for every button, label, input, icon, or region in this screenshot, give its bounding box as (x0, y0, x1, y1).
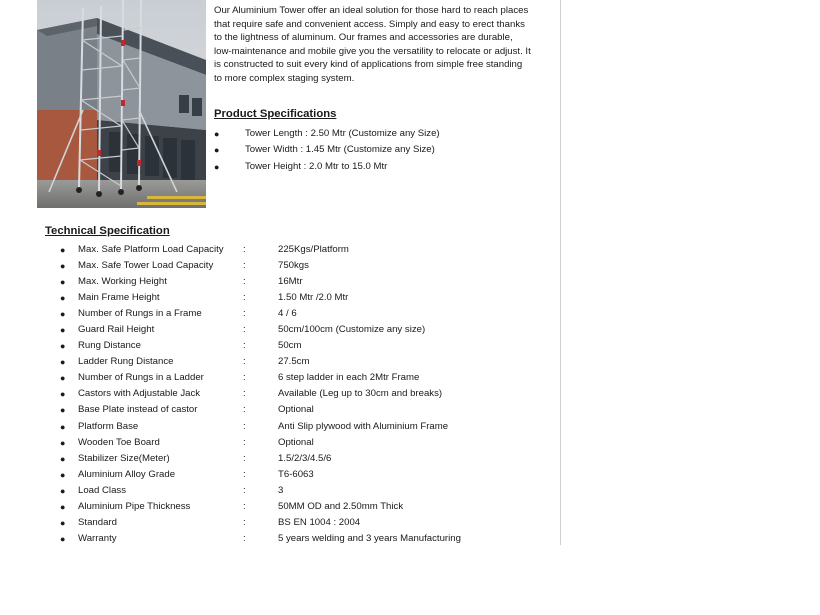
spec-label: Standard (78, 516, 117, 528)
spec-separator: : (243, 292, 246, 304)
spec-value: 750kgs (278, 260, 309, 272)
spec-separator: : (243, 468, 246, 480)
spec-value: 50cm (278, 340, 302, 352)
spec-separator: : (243, 324, 246, 336)
bullet-icon: ● (60, 533, 66, 544)
bullet-icon: ● (60, 389, 66, 400)
tower-photo (37, 0, 206, 208)
bullet-icon: ● (60, 437, 66, 448)
bullet-icon: ● (60, 453, 66, 464)
bullet-icon: ● (214, 129, 220, 139)
bullet-icon: ● (60, 245, 66, 255)
bullet-icon: ● (60, 501, 66, 512)
spec-label: Number of Rungs in a Frame (78, 308, 202, 320)
spec-separator: : (243, 244, 246, 255)
spec-label: Ladder Rung Distance (78, 356, 174, 368)
spec-label: Castors with Adjustable Jack (78, 388, 201, 400)
spec-label: Max. Safe Platform Load Capacity (78, 244, 224, 255)
bullet-icon: ● (60, 325, 66, 336)
spec-label: Aluminium Alloy Grade (78, 468, 176, 480)
product-specifications-list (214, 126, 440, 175)
spec-value: BS EN 1004 : 2004 (278, 516, 361, 528)
list-item (214, 142, 440, 158)
spec-separator: : (243, 452, 246, 464)
bullet-icon: ● (214, 161, 220, 172)
spec-value: 50cm/100cm (Customize any size) (278, 324, 426, 336)
intro-paragraph: Our Aluminium Tower offer an ideal solution for those hard to reach places that require safe and convenient access. Simply and easy to erect thanks to the lightness of aluminum. Our frames and accessories are durable, low-maintenance and mobile give you the versatility to relocate or adjust. It is constructed to suit every kind of applications from simple free standing to more complex staging system. (214, 5, 531, 84)
spec-separator: : (243, 420, 246, 432)
spec-value: Available (Leg up to 30cm and breaks) (278, 388, 443, 400)
list-item-text: Tower Length : 2.50 Mtr (Customize any Size) (245, 128, 440, 139)
spec-label: Platform Base (78, 420, 139, 432)
spec-separator: : (243, 388, 246, 400)
spec-value: Anti Slip plywood with Aluminium Frame (278, 420, 449, 432)
list-item-text: Tower Width : 1.45 Mtr (Customize any Size) (245, 144, 435, 156)
list-item (214, 126, 440, 142)
spec-value: Optional (278, 436, 314, 448)
spec-separator: : (243, 340, 246, 352)
spec-label: Aluminium Pipe Thickness (78, 500, 191, 512)
spec-label: Load Class (78, 484, 126, 496)
spec-value: 1.5/2/3/4.5/6 (278, 452, 332, 464)
bullet-icon: ● (60, 373, 66, 384)
bullet-icon: ● (60, 485, 66, 496)
bullet-icon: ● (214, 145, 220, 156)
bullet-icon: ● (60, 309, 66, 320)
spec-value: 3 (278, 484, 284, 496)
spec-value: 5 years welding and 3 years Manufacturing (278, 532, 461, 544)
spec-separator: : (243, 260, 246, 272)
spec-label: Guard Rail Height (78, 324, 155, 336)
spec-separator: : (243, 308, 246, 320)
spec-separator: : (243, 356, 246, 368)
spec-value: 27.5cm (278, 356, 310, 368)
spec-separator: : (243, 532, 246, 544)
list-item (214, 159, 440, 175)
bullet-icon: ● (60, 469, 66, 480)
spec-label: Base Plate instead of castor (78, 404, 198, 416)
spec-label: Number of Rungs in a Ladder (78, 372, 204, 384)
page-edge-divider (560, 0, 561, 545)
spec-label: Max. Working Height (78, 276, 167, 288)
spec-separator: : (243, 436, 246, 448)
product-specifications-heading: Product Specifications (214, 108, 337, 120)
spec-value: 6 step ladder in each 2Mtr Frame (278, 372, 420, 384)
spec-value: 4 / 6 (278, 308, 297, 320)
technical-specification-heading: Technical Specification (45, 225, 170, 237)
spec-label: Wooden Toe Board (78, 436, 160, 448)
spec-separator: : (243, 516, 246, 528)
bullet-icon: ● (60, 293, 66, 304)
spec-separator: : (243, 276, 246, 288)
spec-value: 225Kgs/Platform (278, 244, 349, 255)
bullet-icon: ● (60, 341, 66, 352)
bullet-icon: ● (60, 405, 66, 416)
spec-label: Stabilizer Size(Meter) (78, 452, 170, 464)
spec-label: Max. Safe Tower Load Capacity (78, 260, 214, 272)
spec-separator: : (243, 484, 246, 496)
spec-separator: : (243, 404, 246, 416)
spec-separator: : (243, 372, 246, 384)
bullet-icon: ● (60, 357, 66, 368)
spec-value: 50MM OD and 2.50mm Thick (278, 500, 404, 512)
spec-value: Optional (278, 404, 314, 416)
spec-label: Warranty (78, 532, 117, 544)
spec-value: T6-6063 (278, 468, 314, 480)
bullet-icon: ● (60, 261, 66, 272)
list-item-text: Tower Height : 2.0 Mtr to 15.0 Mtr (245, 160, 388, 172)
spec-label: Main Frame Height (78, 292, 160, 304)
bullet-icon: ● (60, 421, 66, 432)
bullet-icon: ● (60, 277, 66, 288)
bullet-icon: ● (60, 517, 66, 528)
spec-label: Rung Distance (78, 340, 141, 352)
spec-value: 16Mtr (278, 276, 303, 288)
spec-separator: : (243, 500, 246, 512)
spec-value: 1.50 Mtr /2.0 Mtr (278, 292, 349, 304)
